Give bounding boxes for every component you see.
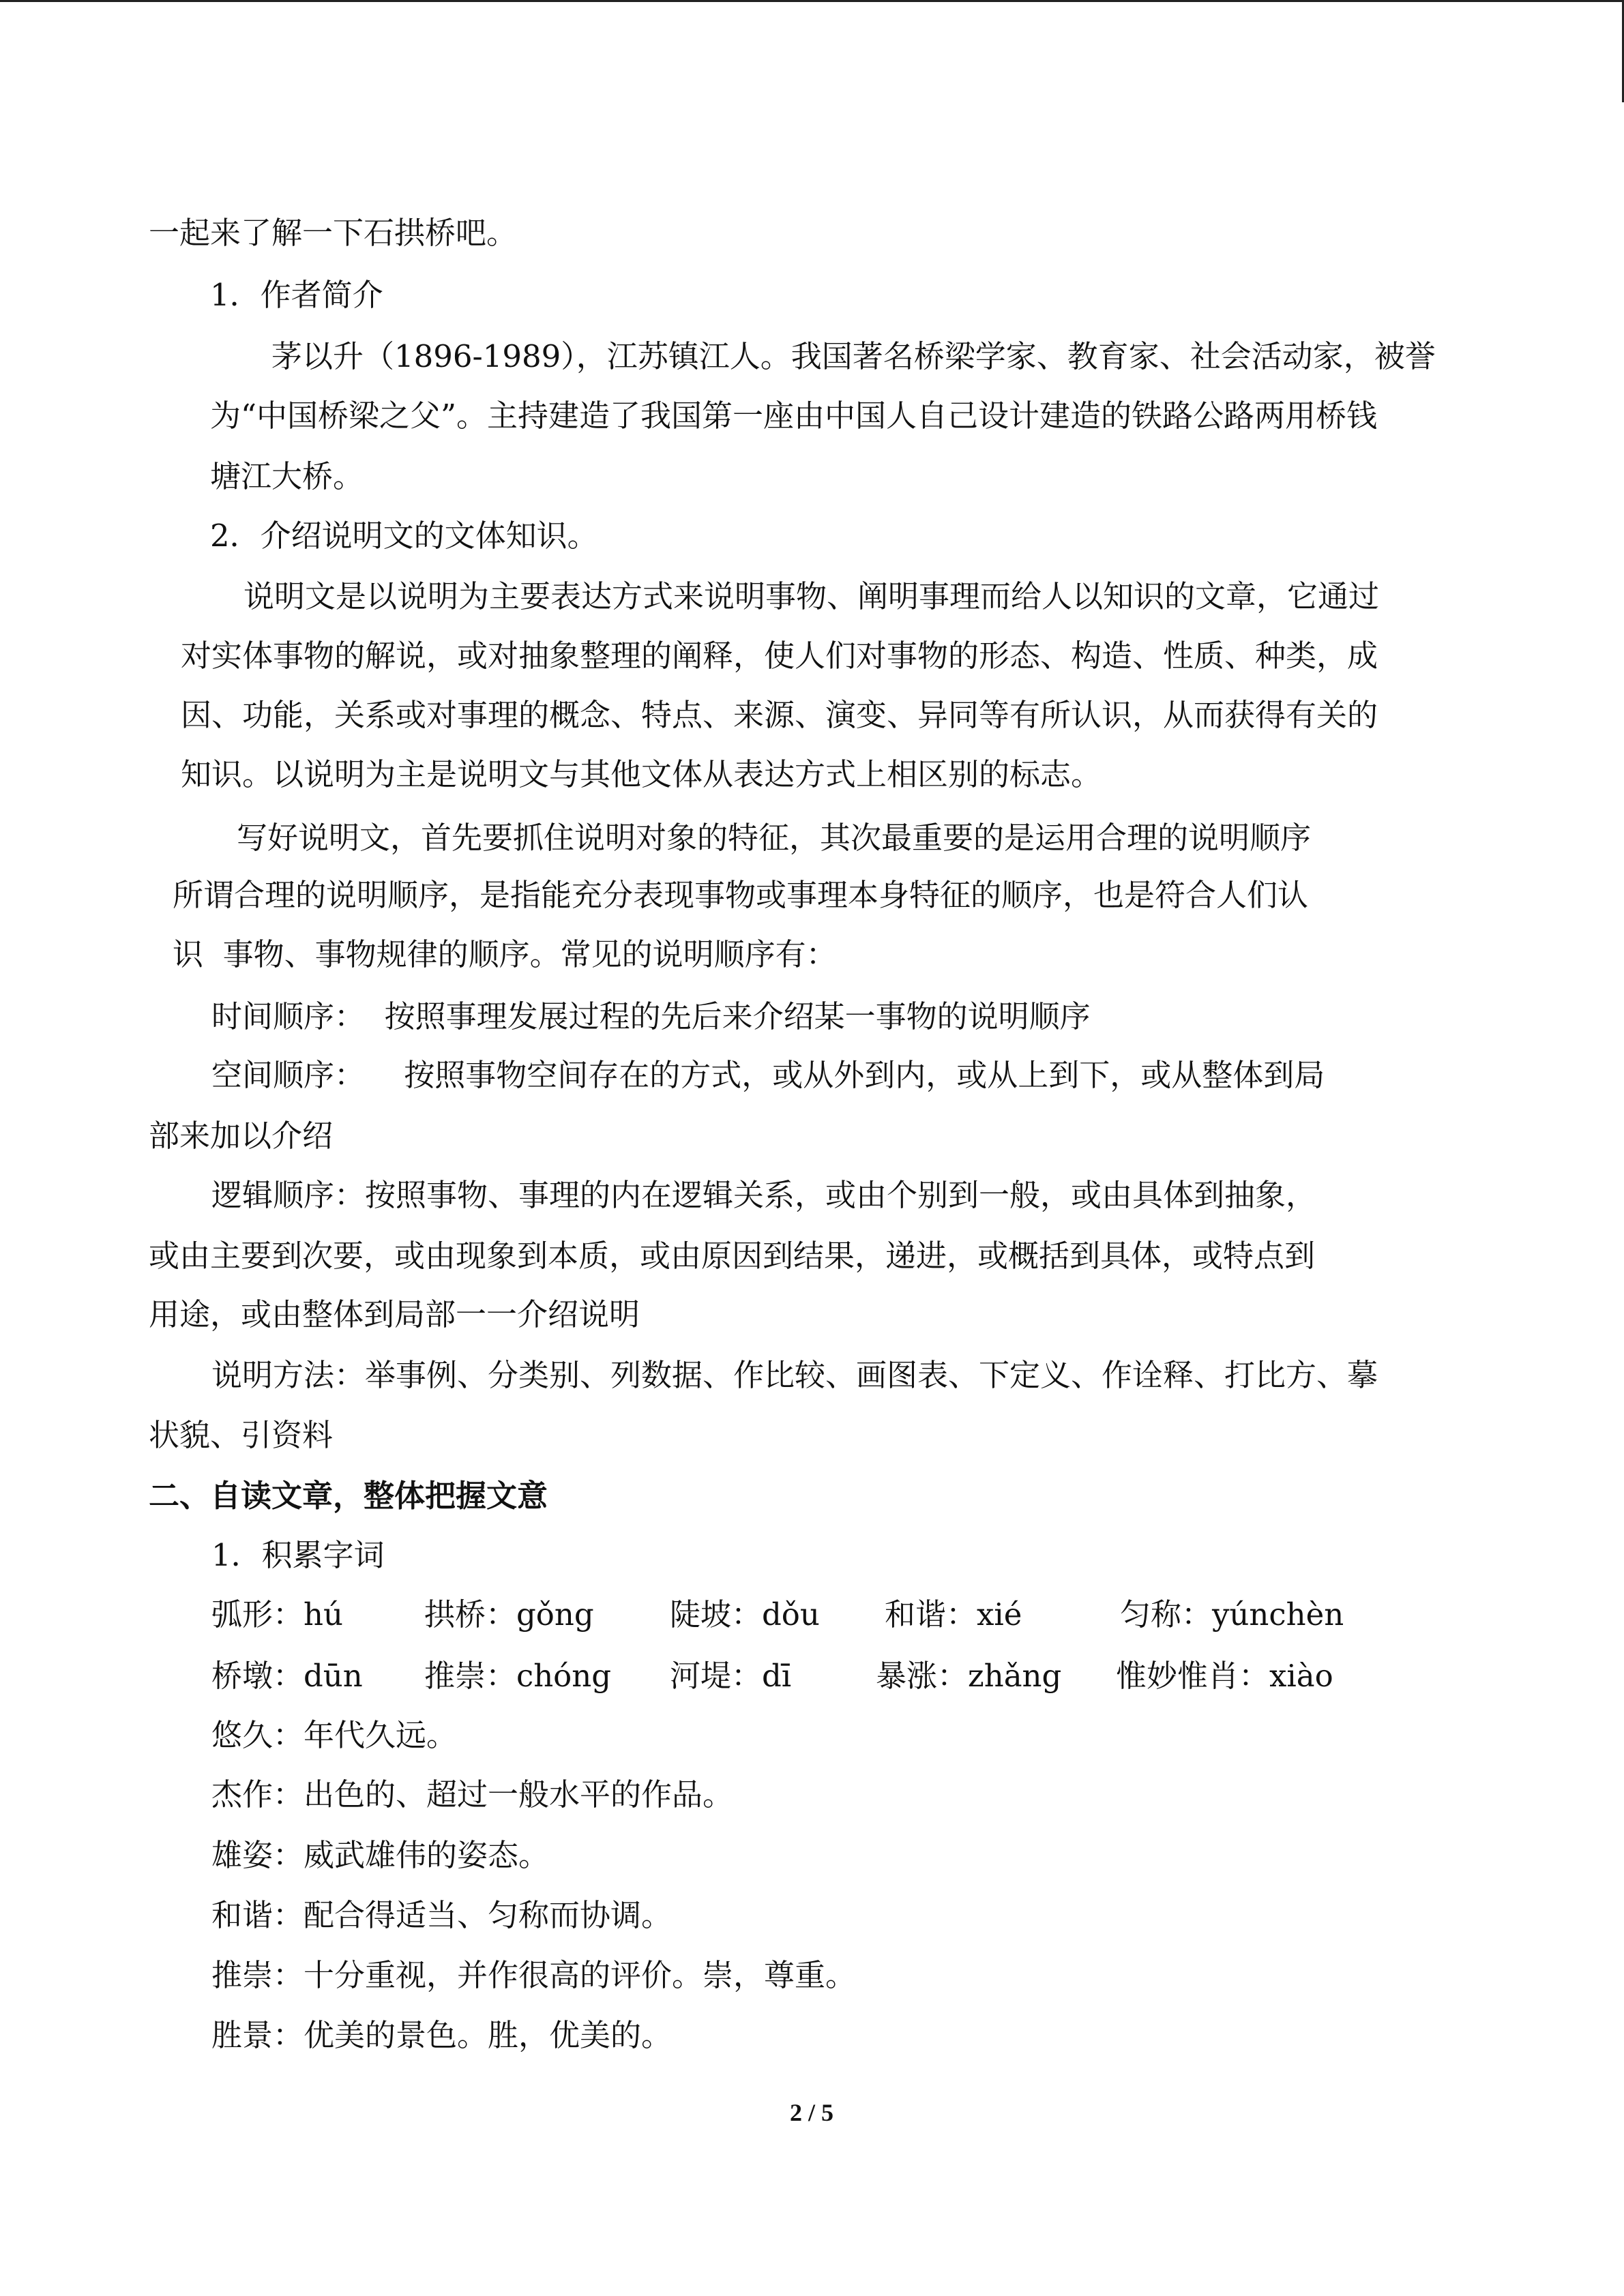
- space-order-line-1: 空间顺序： 按照事物空间存在的方式，或从外到内，或从上到下，或从整体到局: [211, 1057, 1325, 1093]
- glossary-item: 和谐：xié: [885, 1596, 1022, 1632]
- glossary-item: 弧形：hú: [211, 1596, 343, 1632]
- section-author-heading: 1．作者简介: [210, 277, 383, 313]
- glossary-item: 暴涨：zhǎng: [876, 1658, 1062, 1694]
- glossary-item: 拱桥：gǒng: [424, 1596, 594, 1632]
- methods-line-1: 说明方法：举事例、分类别、列数据、作比较、画图表、下定义、作诠释、打比方、摹: [211, 1357, 1378, 1393]
- glossary-item: 陡坡：dǒu: [670, 1596, 820, 1632]
- glossary-item: 桥墩：dūn: [211, 1658, 363, 1694]
- definition-item: 杰作：出色的、超过一般水平的作品。: [211, 1776, 734, 1813]
- logic-order-line-1: 逻辑顺序：按照事物、事理的内在逻辑关系，或由个别到一般，或由具体到抽象，: [211, 1177, 1317, 1213]
- author-bio-line-3: 塘江大桥。: [210, 458, 364, 494]
- logic-order-line-2: 或由主要到次要，或由现象到本质，或由原因到结果，递进，或概括到具体，或特点到: [149, 1238, 1316, 1274]
- definition-item: 胜景：优美的景色。胜，优美的。: [211, 2017, 673, 2053]
- glossary-row-1: [211, 1594, 1439, 1635]
- intro-line: 一起来了解一下石拱桥吧。: [149, 215, 518, 251]
- genre-paragraph-line-3: 因、功能，关系或对事理的概念、特点、来源、演变、异同等有所认识，从而获得有关的: [181, 697, 1378, 733]
- section-two-heading: 二、自读文章，整体把握文意: [149, 1478, 548, 1514]
- order-paragraph-line-3: 识 事物、事物规律的顺序。常见的说明顺序有：: [173, 936, 837, 972]
- genre-paragraph-line-2: 对实体事物的解说，或对抽象整理的阐释，使人们对事物的形态、构造、性质、种类，成: [181, 638, 1378, 674]
- definition-item: 雄姿：威武雄伟的姿态。: [211, 1837, 550, 1873]
- definition-item: 和谐：配合得适当、匀称而协调。: [211, 1897, 673, 1933]
- genre-paragraph-line-4: 知识。以说明为主是说明文与其他文体从表达方式上相区别的标志。: [181, 756, 1102, 792]
- space-order-line-2: 部来加以介绍: [149, 1118, 334, 1154]
- logic-order-line-3: 用途，或由整体到局部一一介绍说明: [149, 1296, 640, 1332]
- section-genre-heading: 2．介绍说明文的文体知识。: [210, 518, 598, 554]
- page-number: 2 / 5: [789, 2099, 833, 2126]
- methods-line-2: 状貌、引资料: [149, 1417, 334, 1453]
- order-paragraph-line-2: 所谓合理的说明顺序，是指能充分表现事物或事理本身特征的顺序，也是符合人们认: [173, 877, 1309, 913]
- glossary-item: 惟妙惟肖：xiào: [1116, 1658, 1333, 1694]
- glossary-row-2: [211, 1656, 1439, 1697]
- author-bio-line-1: 茅以升（1896-1989），江苏镇江人。我国著名桥梁学家、教育家、社会活动家，被誉: [271, 338, 1436, 374]
- definition-item: 悠久：年代久远。: [211, 1717, 458, 1753]
- definition-item: 推崇：十分重视，并作很高的评价。崇，尊重。: [211, 1957, 857, 1993]
- time-order-line: 时间顺序： 按照事理发展过程的先后来介绍某一事物的说明顺序: [211, 998, 1091, 1034]
- order-paragraph-line-1: 写好说明文，首先要抓住说明对象的特征，其次最重要的是运用合理的说明顺序: [237, 820, 1312, 856]
- vocab-heading: 1．积累字词: [211, 1537, 385, 1573]
- genre-paragraph-line-1: 说明文是以说明为主要表达方式来说明事物、阐明事理而给人以知识的文章，它通过: [243, 578, 1380, 614]
- glossary-item: 推崇：chóng: [424, 1658, 612, 1694]
- page-border-top: [0, 0, 1624, 2]
- glossary-item: 匀称：yúnchèn: [1120, 1596, 1344, 1632]
- author-bio-line-2: 为“中国桥梁之父”。主持建造了我国第一座由中国人自己设计建造的铁路公路两用桥钱: [210, 398, 1378, 434]
- glossary-item: 河堤：dī: [670, 1658, 792, 1694]
